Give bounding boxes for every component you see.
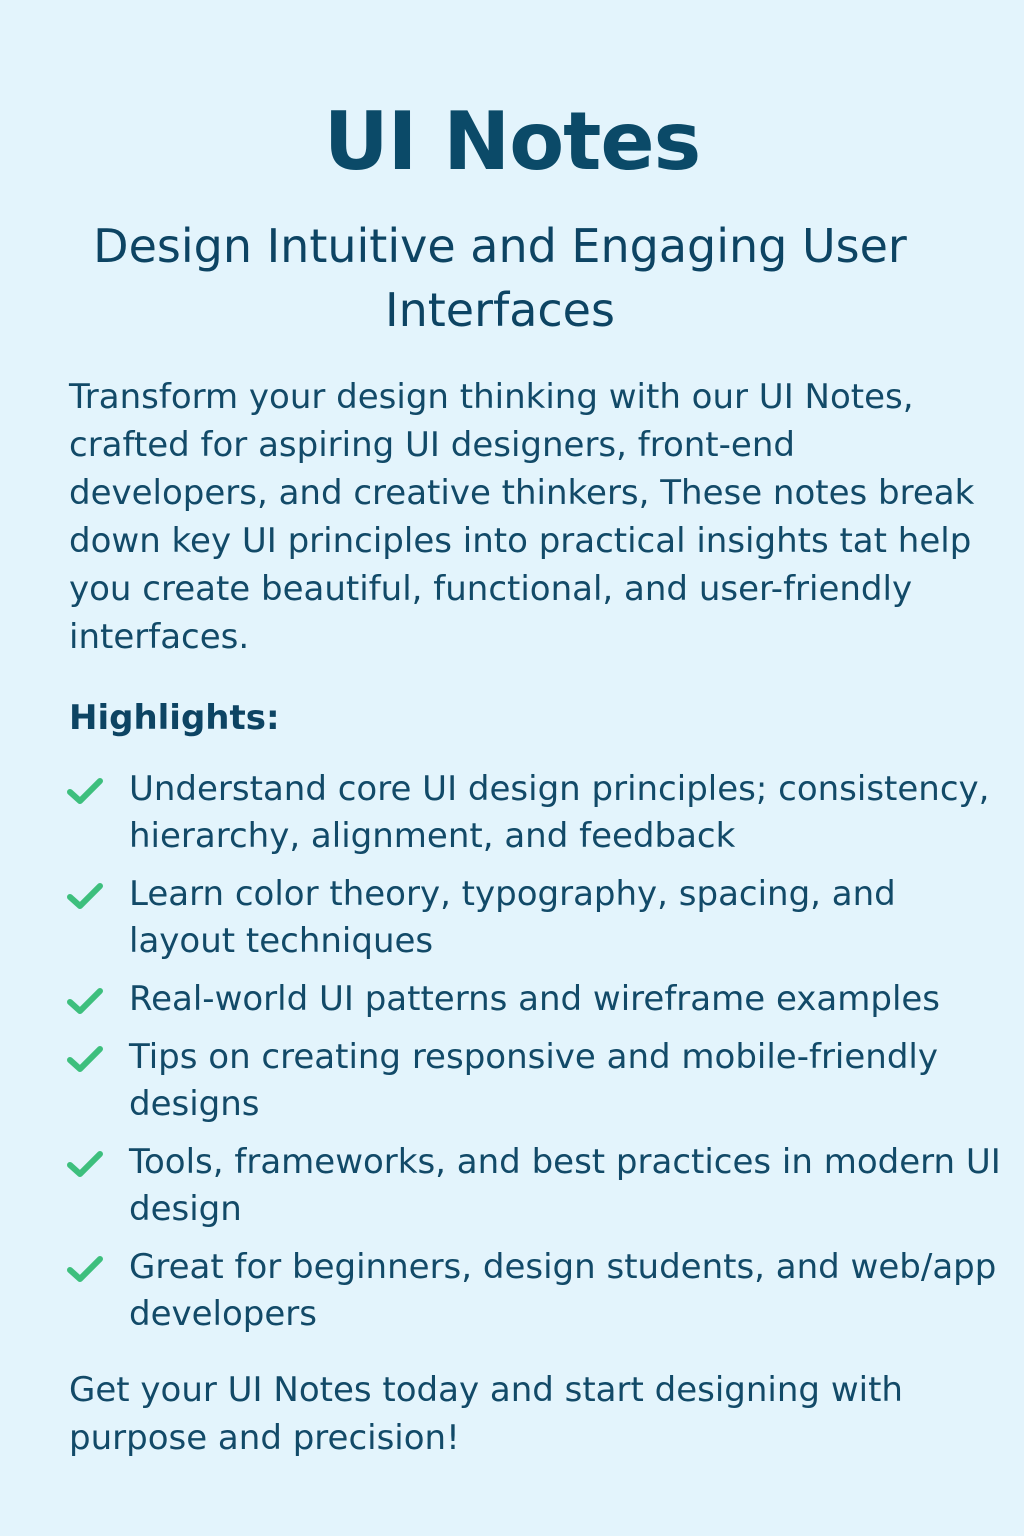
highlight-item [66, 871, 1006, 965]
check-icon [66, 1044, 104, 1074]
highlight-item [66, 1034, 1006, 1128]
highlight-item [66, 976, 1006, 1023]
highlights-heading: Highlights: [69, 698, 280, 738]
check-icon [66, 986, 104, 1016]
page-subtitle: Design Intuitive and Engaging User Interfaces [93, 219, 907, 337]
highlight-text: Learn color theory, typography, spacing, and layout techniques [129, 874, 896, 961]
check-icon [66, 881, 104, 911]
outro-paragraph: Get your UI Notes today and start designing with purpose and precision! [69, 1370, 903, 1458]
highlights-list [66, 766, 1006, 1349]
highlight-item [66, 1139, 1006, 1233]
intro-paragraph: Transform your design thinking with our UI Notes, crafted for aspiring UI designers, front-end developers, and creative thinkers, These notes break down key UI principles into practical insights tat help you create beautiful, functional, and user-friendly interfaces. [69, 377, 975, 657]
highlight-text: Tools, frameworks, and best practices in modern UI design [129, 1142, 1001, 1229]
check-icon [66, 1149, 104, 1179]
highlight-text: Great for beginners, design students, and web/app developers [129, 1247, 997, 1334]
highlight-text: Understand core UI design principles; consistency, hierarchy, alignment, and feedback [129, 769, 990, 856]
highlight-text: Tips on creating responsive and mobile-friendly designs [129, 1037, 938, 1124]
highlight-text: Real-world UI patterns and wireframe examples [129, 979, 941, 1019]
check-icon [66, 1254, 104, 1284]
check-icon [66, 776, 104, 806]
highlight-item [66, 1244, 1006, 1338]
highlight-item [66, 766, 1006, 860]
page-title: UI Notes [323, 95, 701, 188]
